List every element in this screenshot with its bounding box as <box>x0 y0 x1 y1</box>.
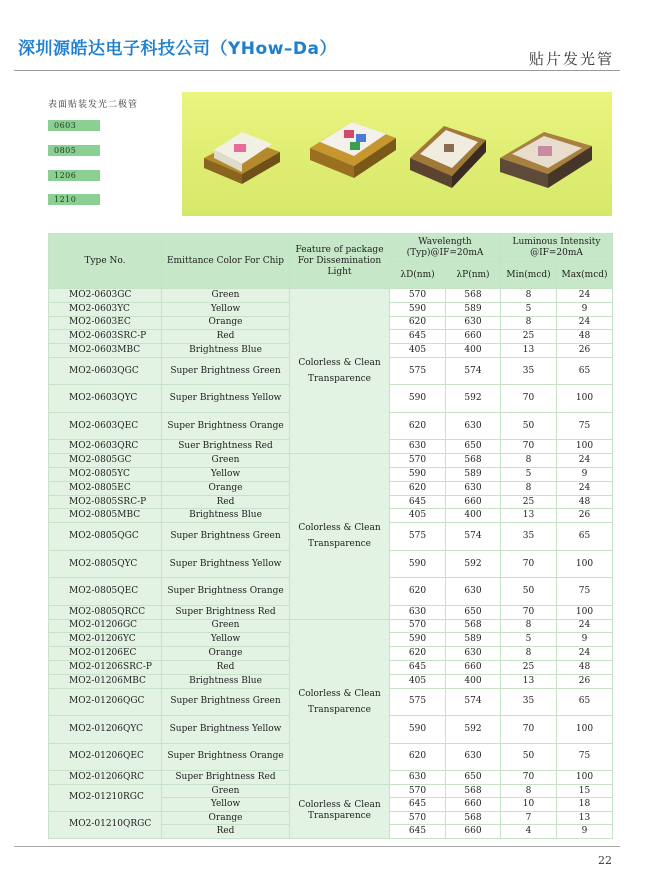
color-cell: Orange <box>162 811 290 825</box>
max-cell: 26 <box>557 509 613 523</box>
header-emittance-color: Emittance Color For Chip <box>162 234 290 289</box>
min-cell: 5 <box>501 468 557 482</box>
color-cell: Super Brightness Yellow <box>162 716 290 744</box>
type-cell: MO2-0805MBC <box>49 509 162 523</box>
type-cell: MO2-0603GC <box>49 289 162 303</box>
max-cell: 75 <box>557 743 613 771</box>
size-tag-1206: 1206 <box>48 170 100 181</box>
min-cell: 50 <box>501 578 557 606</box>
type-cell: MO2-01206GC <box>49 619 162 633</box>
lp-cell: 660 <box>446 798 501 812</box>
type-cell: MO2-0603QEC <box>49 412 162 440</box>
type-cell: MO2-0603SRC-P <box>49 330 162 344</box>
ld-cell: 590 <box>390 550 446 578</box>
min-cell: 25 <box>501 495 557 509</box>
ld-cell: 645 <box>390 330 446 344</box>
footer-divider <box>14 846 620 847</box>
header-divider <box>14 70 620 71</box>
header-wavelength: Wavelength (Typ)@IF=20mA <box>390 234 501 262</box>
max-cell: 24 <box>557 454 613 468</box>
min-cell: 5 <box>501 633 557 647</box>
type-cell: MO2-01206QGC <box>49 688 162 716</box>
min-cell: 8 <box>501 784 557 798</box>
ld-cell: 570 <box>390 619 446 633</box>
max-cell: 65 <box>557 357 613 385</box>
header-type-no: Type No. <box>49 234 162 289</box>
lp-cell: 660 <box>446 660 501 674</box>
lp-cell: 630 <box>446 412 501 440</box>
ld-cell: 405 <box>390 344 446 358</box>
max-cell: 100 <box>557 771 613 785</box>
ld-cell: 405 <box>390 509 446 523</box>
lp-cell: 574 <box>446 523 501 551</box>
ld-cell: 590 <box>390 468 446 482</box>
min-cell: 4 <box>501 825 557 839</box>
ld-cell: 405 <box>390 674 446 688</box>
min-cell: 8 <box>501 316 557 330</box>
min-cell: 25 <box>501 660 557 674</box>
type-cell: MO2-0805SRC-P <box>49 495 162 509</box>
max-cell: 65 <box>557 688 613 716</box>
ld-cell: 575 <box>390 688 446 716</box>
color-cell: Orange <box>162 316 290 330</box>
feature-cell: Colorless & Clean Transparence <box>290 289 390 454</box>
min-cell: 13 <box>501 509 557 523</box>
type-cell: MO2-0805QYC <box>49 550 162 578</box>
lp-cell: 589 <box>446 468 501 482</box>
min-cell: 13 <box>501 344 557 358</box>
min-cell: 70 <box>501 771 557 785</box>
color-cell: Suer Brightness Red <box>162 440 290 454</box>
lp-cell: 568 <box>446 619 501 633</box>
lp-cell: 574 <box>446 688 501 716</box>
lp-cell: 400 <box>446 509 501 523</box>
ld-cell: 630 <box>390 605 446 619</box>
type-cell: MO2-0805QEC <box>49 578 162 606</box>
smd-led-0603-icon <box>204 132 280 184</box>
max-cell: 9 <box>557 633 613 647</box>
color-cell: Green <box>162 784 290 798</box>
min-cell: 70 <box>501 550 557 578</box>
type-cell: MO2-01206QEC <box>49 743 162 771</box>
lp-cell: 660 <box>446 825 501 839</box>
smd-led-0805-icon <box>310 122 396 178</box>
color-cell: Super Brightness Orange <box>162 743 290 771</box>
company-name: 深圳源皓达电子科技公司（YHow–Da） <box>18 39 338 59</box>
min-cell: 13 <box>501 674 557 688</box>
product-title: 贴片发光管 <box>528 50 614 68</box>
table-row <box>49 784 613 798</box>
lp-cell: 630 <box>446 578 501 606</box>
max-cell: 48 <box>557 330 613 344</box>
min-cell: 50 <box>501 412 557 440</box>
min-cell: 50 <box>501 743 557 771</box>
type-cell: MO2-0603MBC <box>49 344 162 358</box>
color-cell: Green <box>162 454 290 468</box>
color-cell: Super Brightness Green <box>162 357 290 385</box>
size-tag-0603: 0603 <box>48 120 100 131</box>
lp-cell: 630 <box>446 647 501 661</box>
table-row <box>49 289 613 303</box>
type-cell: MO2-01206EC <box>49 647 162 661</box>
page-number: 22 <box>598 854 612 867</box>
lp-cell: 400 <box>446 674 501 688</box>
smd-led-1210-icon <box>500 132 592 188</box>
header-lambda-d: λD(nm) <box>390 262 446 289</box>
header-max: Max(mcd) <box>557 262 613 289</box>
max-cell: 65 <box>557 523 613 551</box>
ld-cell: 620 <box>390 743 446 771</box>
led-product-photo <box>182 92 612 216</box>
ld-cell: 645 <box>390 495 446 509</box>
ld-cell: 645 <box>390 660 446 674</box>
lp-cell: 660 <box>446 495 501 509</box>
ld-cell: 570 <box>390 454 446 468</box>
min-cell: 70 <box>501 385 557 413</box>
feature-cell: Colorless & Clean Transparence <box>290 784 390 838</box>
type-cell: MO2-01210RGC <box>49 784 162 811</box>
type-cell: MO2-01206QRC <box>49 771 162 785</box>
size-tag-1210: 1210 <box>48 194 100 205</box>
type-cell: MO2-0805QGC <box>49 523 162 551</box>
min-cell: 35 <box>501 357 557 385</box>
type-cell: MO2-0603QGC <box>49 357 162 385</box>
type-cell: MO2-0603YC <box>49 302 162 316</box>
min-cell: 7 <box>501 811 557 825</box>
type-cell: MO2-01210QRGC <box>49 811 162 838</box>
color-cell: Orange <box>162 481 290 495</box>
min-cell: 35 <box>501 523 557 551</box>
color-cell: Brightness Blue <box>162 344 290 358</box>
ld-cell: 630 <box>390 440 446 454</box>
lp-cell: 589 <box>446 633 501 647</box>
ld-cell: 630 <box>390 771 446 785</box>
max-cell: 13 <box>557 811 613 825</box>
max-cell: 24 <box>557 647 613 661</box>
color-cell: Green <box>162 289 290 303</box>
color-cell: Yellow <box>162 798 290 812</box>
min-cell: 8 <box>501 289 557 303</box>
lp-cell: 630 <box>446 743 501 771</box>
spec-table <box>48 233 613 839</box>
max-cell: 24 <box>557 289 613 303</box>
spec-table-body <box>49 289 613 839</box>
smd-led-1206-icon <box>410 126 486 188</box>
min-cell: 10 <box>501 798 557 812</box>
ld-cell: 645 <box>390 798 446 812</box>
min-cell: 70 <box>501 605 557 619</box>
min-cell: 8 <box>501 619 557 633</box>
category-label: 表面贴装发光二极管 <box>48 100 139 110</box>
min-cell: 70 <box>501 716 557 744</box>
max-cell: 15 <box>557 784 613 798</box>
ld-cell: 620 <box>390 412 446 440</box>
color-cell: Red <box>162 825 290 839</box>
max-cell: 18 <box>557 798 613 812</box>
feature-cell: Colorless & Clean Transparence <box>290 619 390 784</box>
ld-cell: 570 <box>390 784 446 798</box>
header-feature: Feature of package For Dissemination Light <box>290 234 390 289</box>
type-cell: MO2-0805GC <box>49 454 162 468</box>
header-luminous: Luminous Intensity @IF=20mA <box>501 234 613 262</box>
min-cell: 5 <box>501 302 557 316</box>
ld-cell: 645 <box>390 825 446 839</box>
max-cell: 9 <box>557 468 613 482</box>
ld-cell: 590 <box>390 716 446 744</box>
lp-cell: 650 <box>446 440 501 454</box>
lp-cell: 568 <box>446 811 501 825</box>
color-cell: Brightness Blue <box>162 674 290 688</box>
max-cell: 48 <box>557 660 613 674</box>
type-cell: MO2-01206MBC <box>49 674 162 688</box>
color-cell: Super Brightness Orange <box>162 412 290 440</box>
header-lambda-p: λP(nm) <box>446 262 501 289</box>
type-cell: MO2-0805YC <box>49 468 162 482</box>
lp-cell: 589 <box>446 302 501 316</box>
lp-cell: 568 <box>446 454 501 468</box>
min-cell: 8 <box>501 647 557 661</box>
color-cell: Super Brightness Red <box>162 605 290 619</box>
color-cell: Super Brightness Yellow <box>162 550 290 578</box>
min-cell: 8 <box>501 481 557 495</box>
max-cell: 9 <box>557 825 613 839</box>
ld-cell: 570 <box>390 811 446 825</box>
color-cell: Yellow <box>162 633 290 647</box>
ld-cell: 620 <box>390 647 446 661</box>
lp-cell: 592 <box>446 550 501 578</box>
color-cell: Super Brightness Orange <box>162 578 290 606</box>
max-cell: 100 <box>557 716 613 744</box>
color-cell: Orange <box>162 647 290 661</box>
size-tag-0805: 0805 <box>48 145 100 156</box>
ld-cell: 570 <box>390 289 446 303</box>
lp-cell: 568 <box>446 289 501 303</box>
color-cell: Super Brightness Green <box>162 688 290 716</box>
lp-cell: 630 <box>446 481 501 495</box>
ld-cell: 575 <box>390 357 446 385</box>
max-cell: 75 <box>557 578 613 606</box>
type-cell: MO2-01206YC <box>49 633 162 647</box>
lp-cell: 592 <box>446 716 501 744</box>
ld-cell: 620 <box>390 316 446 330</box>
color-cell: Yellow <box>162 302 290 316</box>
lp-cell: 630 <box>446 316 501 330</box>
lp-cell: 568 <box>446 784 501 798</box>
min-cell: 25 <box>501 330 557 344</box>
min-cell: 35 <box>501 688 557 716</box>
max-cell: 100 <box>557 550 613 578</box>
ld-cell: 620 <box>390 481 446 495</box>
color-cell: Brightness Blue <box>162 509 290 523</box>
ld-cell: 620 <box>390 578 446 606</box>
lp-cell: 574 <box>446 357 501 385</box>
ld-cell: 590 <box>390 633 446 647</box>
ld-cell: 590 <box>390 302 446 316</box>
max-cell: 100 <box>557 605 613 619</box>
color-cell: Red <box>162 330 290 344</box>
type-cell: MO2-0603EC <box>49 316 162 330</box>
color-cell: Red <box>162 660 290 674</box>
max-cell: 26 <box>557 674 613 688</box>
max-cell: 100 <box>557 385 613 413</box>
max-cell: 9 <box>557 302 613 316</box>
min-cell: 70 <box>501 440 557 454</box>
max-cell: 75 <box>557 412 613 440</box>
color-cell: Red <box>162 495 290 509</box>
table-row <box>49 454 613 468</box>
max-cell: 24 <box>557 316 613 330</box>
type-cell: MO2-0603QYC <box>49 385 162 413</box>
ld-cell: 575 <box>390 523 446 551</box>
color-cell: Yellow <box>162 468 290 482</box>
color-cell: Super Brightness Green <box>162 523 290 551</box>
max-cell: 24 <box>557 481 613 495</box>
table-row <box>49 619 613 633</box>
color-cell: Super Brightness Yellow <box>162 385 290 413</box>
max-cell: 26 <box>557 344 613 358</box>
type-cell: MO2-01206QYC <box>49 716 162 744</box>
lp-cell: 592 <box>446 385 501 413</box>
max-cell: 100 <box>557 440 613 454</box>
feature-cell: Colorless & Clean Transparence <box>290 454 390 619</box>
lp-cell: 650 <box>446 771 501 785</box>
color-cell: Super Brightness Red <box>162 771 290 785</box>
type-cell: MO2-01206SRC-P <box>49 660 162 674</box>
color-cell: Green <box>162 619 290 633</box>
max-cell: 48 <box>557 495 613 509</box>
header-min: Min(mcd) <box>501 262 557 289</box>
min-cell: 8 <box>501 454 557 468</box>
type-cell: MO2-0603QRC <box>49 440 162 454</box>
lp-cell: 660 <box>446 330 501 344</box>
type-cell: MO2-0805QRCC <box>49 605 162 619</box>
lp-cell: 400 <box>446 344 501 358</box>
max-cell: 24 <box>557 619 613 633</box>
lp-cell: 650 <box>446 605 501 619</box>
ld-cell: 590 <box>390 385 446 413</box>
type-cell: MO2-0805EC <box>49 481 162 495</box>
